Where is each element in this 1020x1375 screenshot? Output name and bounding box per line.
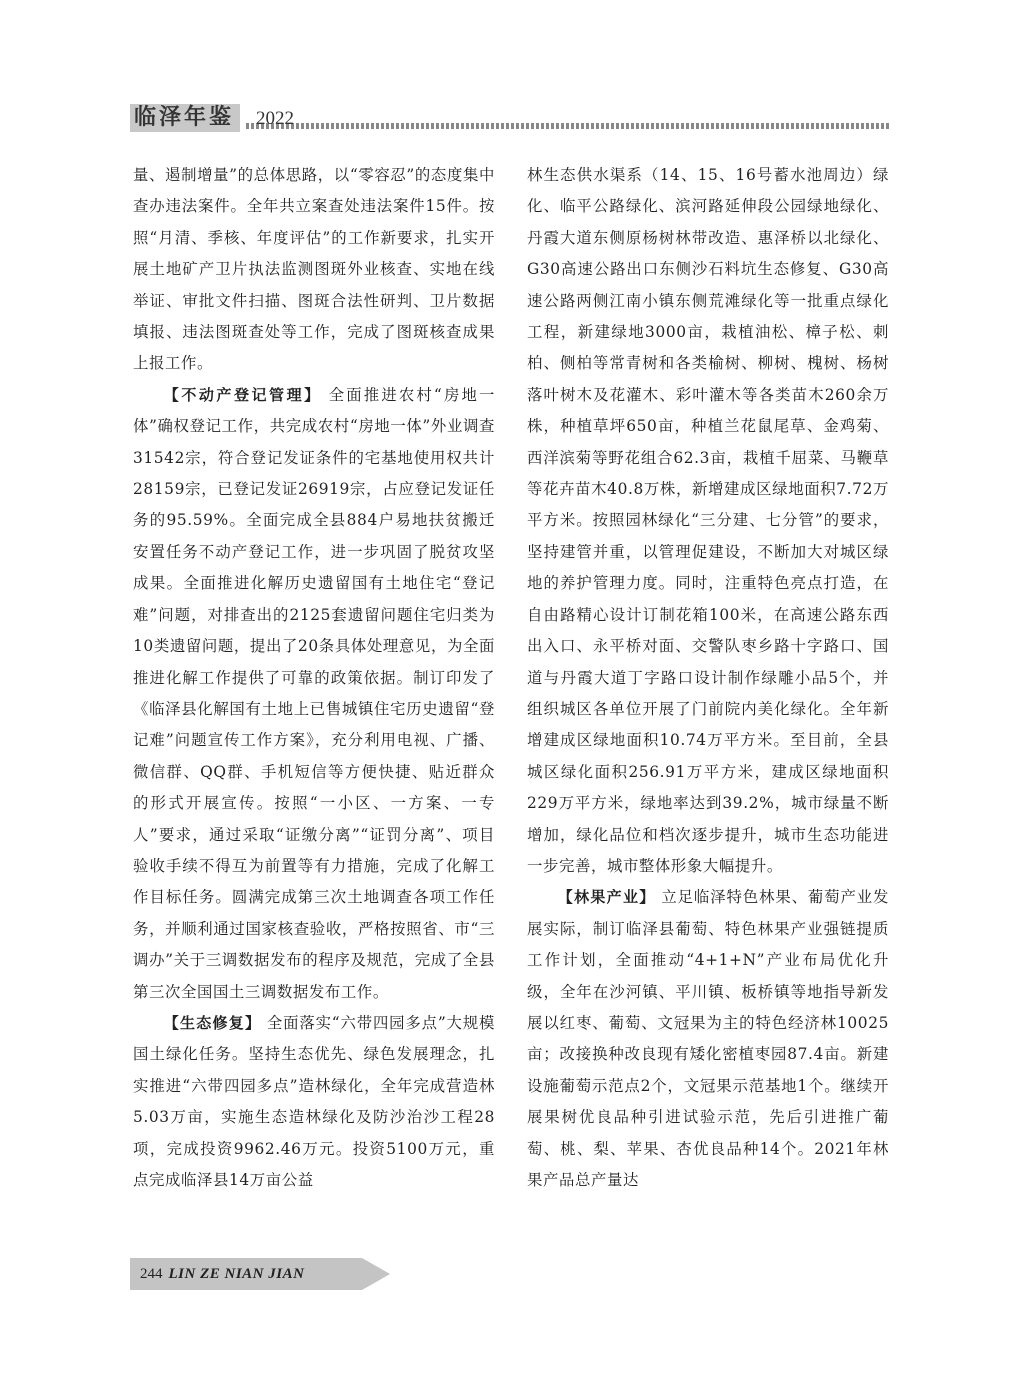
paragraph-continuation	[133, 160, 495, 380]
section-forest-fruit-industry	[527, 882, 889, 1196]
paragraph-text: 林生态供水渠系（14、15、16号蓄水池周边）绿化、临平公路绿化、滨河路延伸段公园绿地绿化、丹霞大道东侧原杨树林带改造、惠泽桥以北绿化、G30高速公路出口东侧沙石料坑生态修复、G30高速公路两侧江南小镇东侧荒滩绿化等一批重点绿化工程，新建绿地3000亩，栽植油松、樟子松、刺柏、侧柏等常青树和各类榆树、柳树、槐树、杨树落叶树木及花灌木、彩叶灌木等各类苗木260余万株，种植草坪650亩，种植兰花鼠尾草、金鸡菊、西洋滨菊等野花组合62.3亩，栽植千屈菜、马鞭草等花卉苗木40.8万株，新增建成区绿地面积7.72万平方米。按照园林绿化“三分建、七分管”的要求，坚持建管并重，以管理促建设，不断加大对城区绿地的养护管理力度。同时，注重特色亮点打造，在自由路精心设计订制花箱100米，在高速公路东西出入口、永平桥对面、交警队枣乡路十字路口、国道与丹霞大道丁字路口设计制作绿雕小品5个，并组织城区各单位开展了门前院内美化绿化。全年新增建成区绿地面积10.74万平方米。至目前，全县城区绿化面积256.91万平方米，建成区绿地面积229万平方米，绿地率达到39.2%，城市绿量不断增加，绿化品位和档次逐步提升，城市生态功能进一步完善，城市整体形象大幅提升。	[527, 166, 889, 875]
section-heading: 【生态修复】	[163, 1013, 262, 1032]
section-real-estate-registration	[133, 380, 495, 1008]
paragraph-continuation	[527, 160, 889, 882]
right-column	[527, 160, 889, 1196]
section-ecological-restoration	[133, 1008, 495, 1196]
yearbook-title: 临泽年鉴	[130, 104, 240, 132]
footer-text	[140, 1258, 304, 1290]
magazine-name: LIN ZE NIAN JIAN	[168, 1266, 305, 1282]
page-footer	[130, 1258, 392, 1290]
paragraph-text: 立足临泽特色林果、葡萄产业发展实际，制订临泽县葡萄、特色林果产业强链提质工作计划，全面推动“4+1+N”产业布局优化升级，全年在沙河镇、平川镇、板桥镇等地指导新发展以红枣、葡萄、文冠果为主的特色经济林10025亩；改接换种改良现有矮化密植枣园87.4亩。新建设施葡萄示范点2个，文冠果示范基地1个。继续开展果树优良品种引进试验示范，先后引进推广葡萄、桃、梨、苹果、杏优良品种14个。2021年林果产品总产量达	[527, 888, 889, 1189]
paragraph-text: 全面落实“六带四园多点”大规模国土绿化任务。坚持生态优先、绿色发展理念，扎实推进“六带四园多点”造林绿化，全年完成营造林5.03万亩，实施生态造林绿化及防沙治沙工程28项，完成投资9962.46万元。投资5100万元，重点完成临泽县14万亩公益	[133, 1013, 495, 1189]
header-decorative-rule	[246, 123, 890, 129]
running-header	[130, 104, 890, 134]
yearbook-year: 2022	[256, 108, 294, 129]
footer-arrow-shape	[362, 1258, 390, 1290]
paragraph-text: 量、遏制增量”的总体思路，以“零容忍”的态度集中查办违法案件。全年共立案查处违法案件15件。按照“月清、季核、年度评估”的工作新要求，扎实开展土地矿产卫片执法监测图斑外业核查、实地在线举证、审批文件扫描、图斑合法性研判、卫片数据填报、违法图斑查处等工作，完成了图斑核查成果上报工作。	[133, 166, 495, 373]
page-number: 244	[140, 1266, 163, 1282]
paragraph-text: 全面推进农村“房地一体”确权登记工作，共完成农村“房地一体”外业调查31542宗，符合登记发证条件的宅基地使用权共计28159宗，已登记发证26919宗，占应登记发证任务的95.59%。全面完成全县884户易地扶贫搬迁安置任务不动产登记工作，进一步巩固了脱贫攻坚成果。全面推进化解历史遗留国有土地住宅“登记难”问题，对排查出的2125套遗留问题住宅归类为10类遗留问题，提出了20条具体处理意见，为全面推进化解工作提供了可靠的政策依据。制订印发了《临泽县化解国有土地上已售城镇住宅历史遗留“登记难”问题宣传工作方案》，充分利用电视、广播、微信群、QQ群、手机短信等方便快捷、贴近群众的形式开展宣传。按照“一小区、一方案、一专人”要求，通过采取“证缴分离”“证罚分离”、项目验收手续不得互为前置等有力措施，完成了化解工作目标任务。圆满完成第三次土地调查各项工作任务，并顺利通过国家核查验收，严格按照省、市“三调办”关于三调数据发布的程序及规范，完成了全县第三次全国国土三调数据发布工作。	[133, 385, 495, 1001]
left-column	[133, 160, 495, 1196]
section-heading: 【不动产登记管理】	[163, 385, 322, 404]
section-heading: 【林果产业】	[557, 888, 656, 907]
